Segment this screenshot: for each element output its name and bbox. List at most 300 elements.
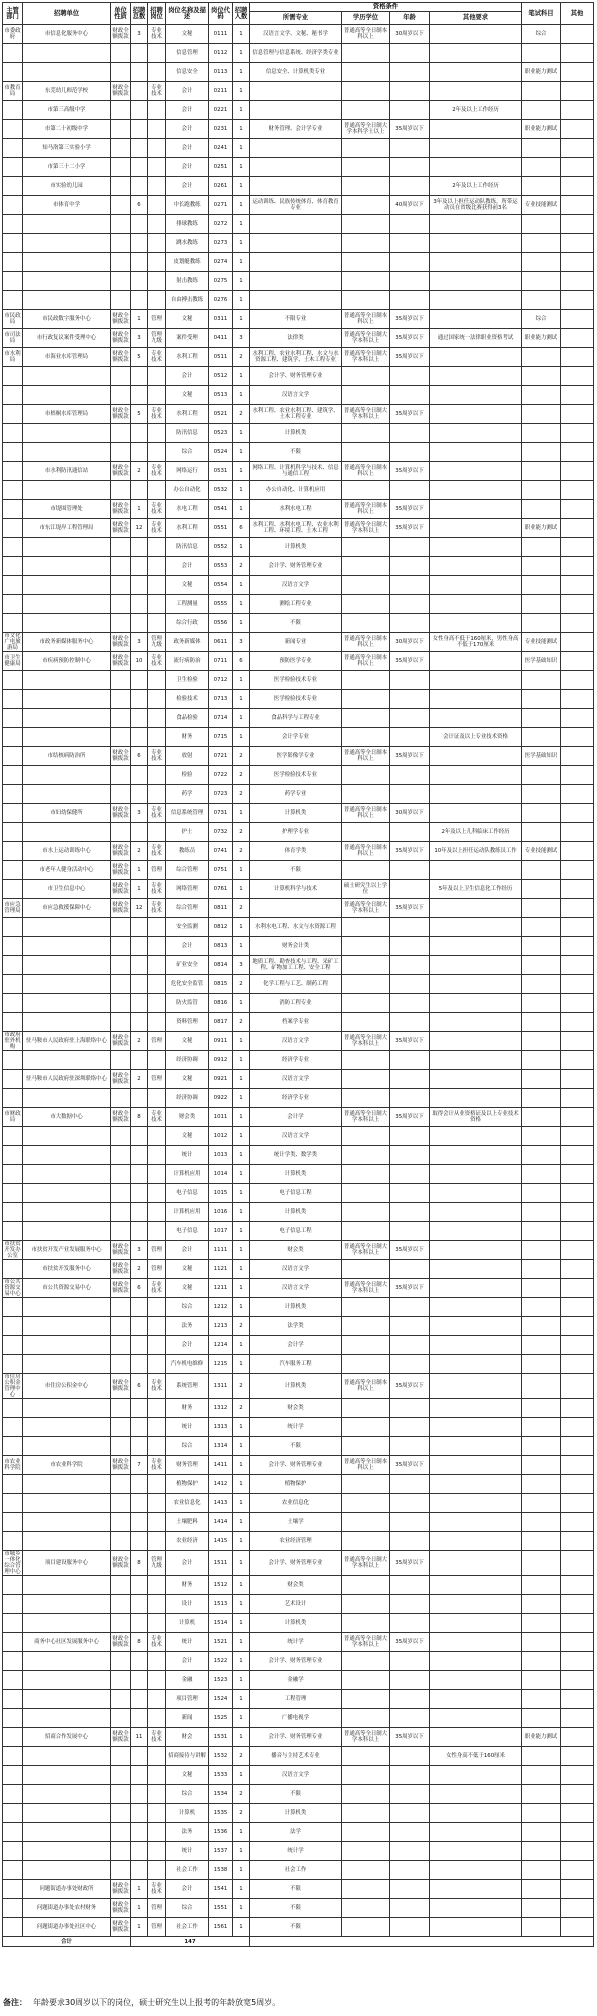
cell-major: 医学检验技术专业 <box>250 766 342 785</box>
cell-age: 35周岁以下 <box>390 310 430 329</box>
cell-dept <box>3 766 23 785</box>
cell-remark <box>561 1222 594 1241</box>
cell-nature <box>111 1475 131 1494</box>
cell-count: 1 <box>233 1595 250 1614</box>
cell-post <box>148 139 166 158</box>
cell-total <box>131 614 148 633</box>
table-row <box>3 1785 594 1804</box>
cell-other <box>430 1842 522 1861</box>
cell-other <box>430 234 522 253</box>
cell-exam <box>522 1184 561 1203</box>
cell-total <box>131 1861 148 1880</box>
cell-edu: 普通高等全日制本科以上 <box>342 652 390 671</box>
cell-remark <box>561 1355 594 1374</box>
cell-remark <box>561 196 594 215</box>
cell-nature: 财政全额拨款 <box>111 1279 131 1298</box>
cell-post <box>148 272 166 291</box>
cell-edu <box>342 1203 390 1222</box>
cell-remark <box>561 63 594 82</box>
cell-age: 35周岁以下 <box>390 1374 430 1399</box>
table-row <box>3 348 594 367</box>
table-row <box>3 652 594 671</box>
cell-exam <box>522 671 561 690</box>
cell-code: 0761 <box>209 880 233 899</box>
cell-major <box>250 215 342 234</box>
cell-dept: 市委政府 <box>3 25 23 44</box>
cell-edu: 普通高等全日制大学本科以上 <box>342 899 390 918</box>
cell-major: 水利工程、水利水电工程、农业水利工程、环境工程、土木工程 <box>250 519 342 538</box>
cell-name: 统计 <box>166 1146 209 1165</box>
cell-count: 1 <box>233 196 250 215</box>
cell-post <box>148 1355 166 1374</box>
cell-nature <box>111 443 131 462</box>
cell-count: 1 <box>233 1108 250 1127</box>
cell-edu <box>342 823 390 842</box>
cell-unit: 市海业水库管理局 <box>23 348 111 367</box>
cell-major: 不限专业 <box>250 310 342 329</box>
cell-nature: 财政全额拨款 <box>111 405 131 424</box>
cell-code: 1561 <box>209 1918 233 1937</box>
cell-age <box>390 1861 430 1880</box>
cell-count: 2 <box>233 747 250 766</box>
table-row <box>3 899 594 918</box>
cell-count: 1 <box>233 1336 250 1355</box>
cell-unit: 市扶贫开发服务中心 <box>23 1260 111 1279</box>
cell-dept <box>3 1766 23 1785</box>
cell-name: 项目管理 <box>166 1690 209 1709</box>
cell-unit <box>23 975 111 994</box>
cell-major: 测绘工程专业 <box>250 595 342 614</box>
cell-unit <box>23 1595 111 1614</box>
cell-code: 1017 <box>209 1222 233 1241</box>
cell-total <box>131 1184 148 1203</box>
cell-exam <box>522 1203 561 1222</box>
cell-code: 0721 <box>209 747 233 766</box>
cell-exam <box>522 462 561 481</box>
cell-count: 1 <box>233 690 250 709</box>
cell-other <box>430 1437 522 1456</box>
cell-count: 1 <box>233 1633 250 1652</box>
cell-age <box>390 1709 430 1728</box>
cell-total <box>131 1165 148 1184</box>
cell-name: 计算机应用 <box>166 1165 209 1184</box>
cell-unit <box>23 690 111 709</box>
cell-remark <box>561 1089 594 1108</box>
cell-other <box>430 614 522 633</box>
cell-name: 食品检验 <box>166 709 209 728</box>
cell-post <box>148 937 166 956</box>
cell-other <box>430 652 522 671</box>
cell-exam <box>522 1918 561 1937</box>
cell-name: 财务 <box>166 1399 209 1418</box>
cell-nature <box>111 1418 131 1437</box>
cell-exam <box>522 709 561 728</box>
cell-exam <box>522 614 561 633</box>
cell-name: 文秘 <box>166 1070 209 1089</box>
cell-post <box>148 1317 166 1336</box>
cell-name: 检验技术 <box>166 690 209 709</box>
cell-count: 1 <box>233 253 250 272</box>
cell-count: 1 <box>233 462 250 481</box>
cell-unit <box>23 823 111 842</box>
cell-name: 案件受理 <box>166 329 209 348</box>
table-row <box>3 101 594 120</box>
cell-remark <box>561 1595 594 1614</box>
cell-post <box>148 1298 166 1317</box>
cell-edu <box>342 1013 390 1032</box>
cell-nature <box>111 614 131 633</box>
cell-remark <box>561 1709 594 1728</box>
cell-remark <box>561 1842 594 1861</box>
cell-edu <box>342 101 390 120</box>
cell-exam <box>522 690 561 709</box>
cell-code: 0113 <box>209 63 233 82</box>
table-row <box>3 462 594 481</box>
cell-age <box>390 1146 430 1165</box>
cell-unit <box>23 253 111 272</box>
cell-nature: 财政全额拨款 <box>111 1108 131 1127</box>
cell-code: 0813 <box>209 937 233 956</box>
cell-remark <box>561 1880 594 1899</box>
cell-count: 1 <box>233 1576 250 1595</box>
table-row <box>3 158 594 177</box>
cell-nature <box>111 253 131 272</box>
cell-post <box>148 1595 166 1614</box>
table-row <box>3 1880 594 1899</box>
table-row <box>3 994 594 1013</box>
cell-code: 1314 <box>209 1437 233 1456</box>
cell-nature: 财政全额拨款 <box>111 1032 131 1051</box>
cell-count: 1 <box>233 1823 250 1842</box>
cell-post: 专业技术 <box>148 652 166 671</box>
cell-code: 0551 <box>209 519 233 538</box>
cell-nature <box>111 1785 131 1804</box>
cell-dept <box>3 1804 23 1823</box>
cell-edu <box>342 557 390 576</box>
cell-major: 会计学、财务管理专业 <box>250 1551 342 1576</box>
cell-other <box>430 671 522 690</box>
cell-post: 管理九级 <box>148 1551 166 1576</box>
cell-count: 1 <box>233 880 250 899</box>
cell-age <box>390 994 430 1013</box>
cell-name: 中长跑教练 <box>166 196 209 215</box>
cell-age <box>390 1823 430 1842</box>
cell-code: 1312 <box>209 1399 233 1418</box>
table-row <box>3 1070 594 1089</box>
cell-remark <box>561 690 594 709</box>
cell-edu <box>342 728 390 747</box>
cell-name: 水利工程 <box>166 519 209 538</box>
cell-count: 1 <box>233 1766 250 1785</box>
cell-name: 信息管理 <box>166 44 209 63</box>
cell-other <box>430 1051 522 1070</box>
cell-unit: 市住房公积金中心 <box>23 1374 111 1399</box>
cell-remark <box>561 25 594 44</box>
cell-remark <box>561 386 594 405</box>
cell-unit <box>23 1690 111 1709</box>
cell-dept: 市公共资源交易中心 <box>4 1279 21 1297</box>
cell-nature: 财政全额拨款 <box>111 1374 131 1399</box>
cell-total <box>131 177 148 196</box>
cell-exam <box>522 1051 561 1070</box>
cell-post: 专业技术 <box>148 1108 166 1127</box>
cell-edu <box>342 1298 390 1317</box>
cell-dept <box>3 1747 23 1766</box>
cell-unit <box>23 1614 111 1633</box>
cell-code: 1536 <box>209 1823 233 1842</box>
cell-count: 1 <box>233 1222 250 1241</box>
cell-post <box>148 1747 166 1766</box>
cell-post <box>148 1614 166 1633</box>
cell-unit <box>23 234 111 253</box>
cell-total <box>131 63 148 82</box>
cell-nature <box>111 766 131 785</box>
cell-total <box>131 1532 148 1551</box>
cell-unit <box>23 1437 111 1456</box>
cell-other <box>430 500 522 519</box>
cell-code: 1413 <box>209 1494 233 1513</box>
cell-code: 0723 <box>209 785 233 804</box>
cell-exam <box>522 1437 561 1456</box>
cell-remark <box>561 1241 594 1260</box>
cell-unit <box>23 1652 111 1671</box>
cell-age <box>390 253 430 272</box>
table-row <box>3 25 594 44</box>
cell-name: 财务管理 <box>166 1456 209 1475</box>
cell-code: 0523 <box>209 424 233 443</box>
cell-nature <box>111 291 131 310</box>
cell-age <box>390 709 430 728</box>
cell-total <box>131 1089 148 1108</box>
cell-total: 3 <box>131 633 148 652</box>
cell-edu: 普通高等全日制本科以上 <box>342 310 390 329</box>
cell-age: 35周岁以下 <box>390 1551 430 1576</box>
cell-exam <box>522 1317 561 1336</box>
cell-name: 放射 <box>166 747 209 766</box>
cell-total <box>131 1690 148 1709</box>
cell-dept <box>3 462 23 481</box>
cell-name: 计算机 <box>166 1614 209 1633</box>
table-row <box>3 253 594 272</box>
cell-major: 计算机类 <box>250 538 342 557</box>
cell-total: 8 <box>131 1633 148 1652</box>
table-row <box>3 956 594 975</box>
cell-nature: 财政全额拨款 <box>111 633 131 652</box>
cell-remark <box>561 557 594 576</box>
cell-age <box>390 101 430 120</box>
cell-remark <box>561 861 594 880</box>
cell-nature <box>111 709 131 728</box>
cell-remark <box>561 880 594 899</box>
cell-nature: 财政全额拨款 <box>111 519 131 538</box>
cell-total: 12 <box>131 899 148 918</box>
cell-name: 法务 <box>166 1317 209 1336</box>
cell-count: 1 <box>233 25 250 44</box>
cell-exam <box>522 1127 561 1146</box>
cell-post: 专业技术 <box>148 1374 166 1399</box>
cell-other <box>430 899 522 918</box>
cell-other: 女性身高不低于160厘米，男性身高不低于170厘米 <box>430 633 522 652</box>
cell-unit: 东莞幼儿师范学校 <box>23 82 111 101</box>
cell-edu <box>342 1595 390 1614</box>
cell-unit: 市行政复议案件受理中心 <box>23 329 111 348</box>
cell-nature <box>111 120 131 139</box>
cell-nature <box>111 557 131 576</box>
cell-nature <box>111 1842 131 1861</box>
table-row <box>3 804 594 823</box>
table-row <box>3 1317 594 1336</box>
cell-dept <box>3 1513 23 1532</box>
cell-dept <box>3 975 23 994</box>
cell-count: 1 <box>233 177 250 196</box>
cell-name: 会计 <box>166 367 209 386</box>
cell-nature <box>111 1804 131 1823</box>
cell-age <box>390 234 430 253</box>
cell-code: 0814 <box>209 956 233 975</box>
cell-unit <box>23 1222 111 1241</box>
cell-age <box>390 557 430 576</box>
cell-count: 2 <box>233 842 250 861</box>
cell-count: 1 <box>233 728 250 747</box>
cell-nature <box>111 728 131 747</box>
cell-major: 办公自动化、计算机应用 <box>250 481 342 500</box>
cell-other <box>430 576 522 595</box>
cell-major: 汉语言文学 <box>250 1260 342 1279</box>
cell-major: 会计学、财务管理专业 <box>250 557 342 576</box>
cell-total: 10 <box>131 652 148 671</box>
cell-other <box>430 785 522 804</box>
cell-age <box>390 481 430 500</box>
cell-nature <box>111 139 131 158</box>
cell-count: 1 <box>233 1260 250 1279</box>
cell-other <box>430 424 522 443</box>
cell-major <box>250 82 342 101</box>
cell-other <box>430 1652 522 1671</box>
cell-remark <box>561 747 594 766</box>
cell-total: 7 <box>131 1456 148 1475</box>
cell-post <box>148 1690 166 1709</box>
footer-note <box>3 1998 280 2008</box>
cell-major: 会计学 <box>250 1108 342 1127</box>
cell-other <box>430 519 522 538</box>
cell-unit <box>23 1842 111 1861</box>
cell-dept <box>3 215 23 234</box>
table-row <box>3 595 594 614</box>
cell-unit: 市公共资源交易中心 <box>23 1279 111 1298</box>
cell-total <box>131 272 148 291</box>
cell-total <box>131 120 148 139</box>
cell-age <box>390 1336 430 1355</box>
header-post: 招聘岗位 <box>148 3 166 25</box>
cell-major: 不限 <box>250 1899 342 1918</box>
cell-major: 植物保护 <box>250 1475 342 1494</box>
cell-post <box>148 443 166 462</box>
cell-edu <box>342 1576 390 1595</box>
cell-post: 专业技术 <box>148 25 166 44</box>
cell-exam: 职业能力测试 <box>522 329 561 348</box>
cell-post: 管理 <box>148 1241 166 1260</box>
table-row <box>3 633 594 652</box>
cell-total: 6 <box>131 1279 148 1298</box>
cell-code: 0541 <box>209 500 233 519</box>
cell-exam <box>522 1494 561 1513</box>
cell-name: 会计 <box>166 1880 209 1899</box>
cell-remark <box>561 1146 594 1165</box>
cell-age <box>390 823 430 842</box>
cell-post <box>148 1766 166 1785</box>
cell-unit: 市实验幼儿园 <box>23 177 111 196</box>
cell-name: 会计 <box>166 120 209 139</box>
cell-exam <box>522 1070 561 1089</box>
cell-name: 会计 <box>166 101 209 120</box>
cell-exam <box>522 823 561 842</box>
cell-count: 2 <box>233 1317 250 1336</box>
cell-nature <box>111 44 131 63</box>
cell-major: 会计学专业 <box>250 728 342 747</box>
table-row <box>3 139 594 158</box>
cell-count: 1 <box>233 310 250 329</box>
cell-exam <box>522 804 561 823</box>
cell-exam <box>522 1279 561 1298</box>
cell-nature <box>111 1399 131 1418</box>
cell-code: 0911 <box>209 1032 233 1051</box>
cell-dept: 市应急管理局 <box>3 899 23 918</box>
cell-code: 1414 <box>209 1513 233 1532</box>
cell-code: 0555 <box>209 595 233 614</box>
cell-unit: 市农业科学院 <box>23 1456 111 1475</box>
cell-nature <box>111 1184 131 1203</box>
cell-other <box>430 1728 522 1747</box>
cell-other <box>430 367 522 386</box>
cell-total: 11 <box>131 1728 148 1747</box>
cell-age <box>390 1437 430 1456</box>
cell-age <box>390 576 430 595</box>
cell-edu <box>342 82 390 101</box>
cell-exam <box>522 1475 561 1494</box>
cell-count: 1 <box>233 1690 250 1709</box>
cell-edu: 普通高等全日制本科以上 <box>342 500 390 519</box>
cell-exam <box>522 1399 561 1418</box>
cell-post: 专业技术 <box>148 462 166 481</box>
cell-exam <box>522 1165 561 1184</box>
cell-code: 1411 <box>209 1456 233 1475</box>
cell-unit <box>23 1317 111 1336</box>
cell-name: 计算机 <box>166 1804 209 1823</box>
cell-dept: 市司法局 <box>3 329 23 348</box>
cell-count: 6 <box>233 652 250 671</box>
table-row <box>3 1513 594 1532</box>
cell-age <box>390 538 430 557</box>
cell-total <box>131 1652 148 1671</box>
cell-code: 1513 <box>209 1595 233 1614</box>
cell-major: 汉语言文学 <box>250 576 342 595</box>
cell-major: 医学检验技术专业 <box>250 671 342 690</box>
cell-nature <box>111 215 131 234</box>
cell-post: 专业技术 <box>148 1880 166 1899</box>
cell-exam <box>522 861 561 880</box>
cell-edu <box>342 690 390 709</box>
cell-other <box>430 1399 522 1418</box>
cell-unit: 市政务新媒体服务中心 <box>23 633 111 652</box>
cell-age <box>390 918 430 937</box>
cell-edu: 普通高等全日制大学本科以上 <box>342 329 390 348</box>
cell-post <box>148 1804 166 1823</box>
cell-age <box>390 158 430 177</box>
cell-age <box>390 1089 430 1108</box>
cell-count: 1 <box>233 101 250 120</box>
cell-remark <box>561 1051 594 1070</box>
cell-count: 1 <box>233 1728 250 1747</box>
